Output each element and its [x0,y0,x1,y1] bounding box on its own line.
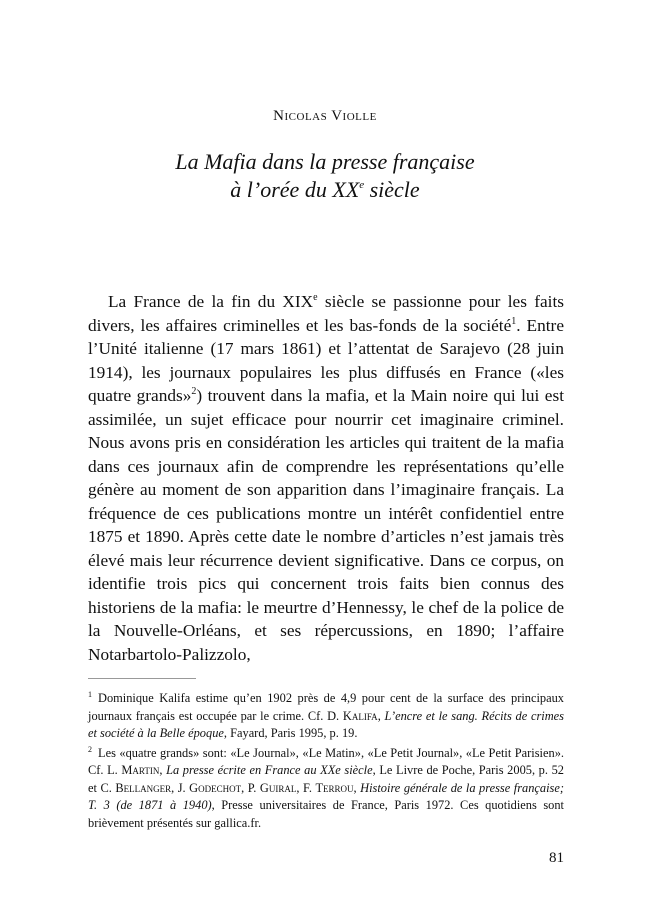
article-title [0,148,650,204]
footnote-author: Bellanger [115,780,172,795]
footnote-text: , [377,708,385,723]
title-line-2-text: à l’orée du XX [230,177,360,202]
page-number: 81 [549,850,564,866]
footnote-2 [88,745,564,833]
title-line-1: La Mafia dans la presse française [175,149,475,174]
footnote-author: Godechot [189,780,242,795]
footnote-text: Dominique Kalifa estime qu’en 1902 près de 4,9 pour cent de la surface des principaux journaux français est occupée par le crime. Cf. D. [88,691,564,723]
footnote-text: , Presse universitaires de France, Paris 1972. Ces quotidiens sont brièvement présentés sur gallica.fr. [88,798,564,830]
footnote-book-title: L’encre et le sang. Récits de crimes et société à la Belle époque [88,708,564,740]
century-superscript: e [313,292,318,303]
author-name: Nicolas Violle [273,108,377,124]
body-text [88,290,564,666]
footnote-book-title: Histoire générale de la presse française; T. 3 (de 1871 à 1940) [88,780,565,812]
footnote-text: , Fayard, Paris 1995, p. 19. [223,726,358,740]
body-paragraph [88,290,564,666]
footnote-author: Guiral [259,780,297,795]
body-segment: La France de la fin du XIX [108,292,314,311]
footnote-ref-1[interactable]: 1 [511,315,517,327]
title-line-2 [0,176,650,204]
footnote-text: , P. [241,780,260,795]
footnote-number: 2 [88,744,92,754]
title-line-2-end: siècle [364,177,420,202]
footnote-text: , J. [171,780,190,795]
footnote-author: Terrou [315,780,354,795]
footnote-1 [88,690,564,743]
body-segment: ) trouvent dans la mafia, et la Main noire qui lui est assimilée, un sujet efficace pour nourrir cet imaginaire criminel. Nous avons pris en considération les articles qui traitent de la mafia dans ces journaux afin de comprendre les représentations qu’elle génère au moment de son apparition dans l’imaginaire français. La fréquence de ces publications montre un intérêt confidentiel entre 1875 et 1890. Après cette date le nombre d’articles n’est jamais très élevé mais leur récurrence devient significative. Dans ce corpus, on identifie trois pics qui concernent trois faits bien connus des historiens de la mafia: le meurtre d’Hennessy, le chef de la police de la Nouvelle-Orléans, et ses répercussions, en 1890; l’affaire Notarbartolo-Palizzolo, [88,386,564,664]
body-segment: . Entre l’Unité italienne (17 mars 1861) et l’attentat de Sarajevo (28 juin 1914), les journaux populaires les plus diffusés en France («les quatre grands» [88,315,564,405]
footnote-text: Les «quatre grands» sont: «Le Journal», «Le Matin», «Le Petit Journal», «Le Petit Parisien». Cf. L. [88,745,564,777]
footnote-ref-2[interactable]: 2 [191,386,197,397]
footnote-book-title: La presse écrite en France au XXe siècle [166,763,373,777]
footnote-author: Kalifa [342,708,378,723]
footnote-text: , [159,763,167,777]
footnote-divider [88,678,196,679]
title-superscript: e [359,179,365,191]
footnote-text: , Le Livre de Poche, Paris 2005, p. 52 et C. [88,763,564,795]
footnote-text: , [353,780,361,795]
footnote-author: Martin [121,763,160,777]
footnotes [88,690,564,834]
footnote-number: 1 [88,690,92,699]
footnote-text: , F. [296,780,316,795]
body-segment: siècle se passionne pour les faits divers, les affaires criminelles et les bas-fonds de la société [88,292,564,335]
